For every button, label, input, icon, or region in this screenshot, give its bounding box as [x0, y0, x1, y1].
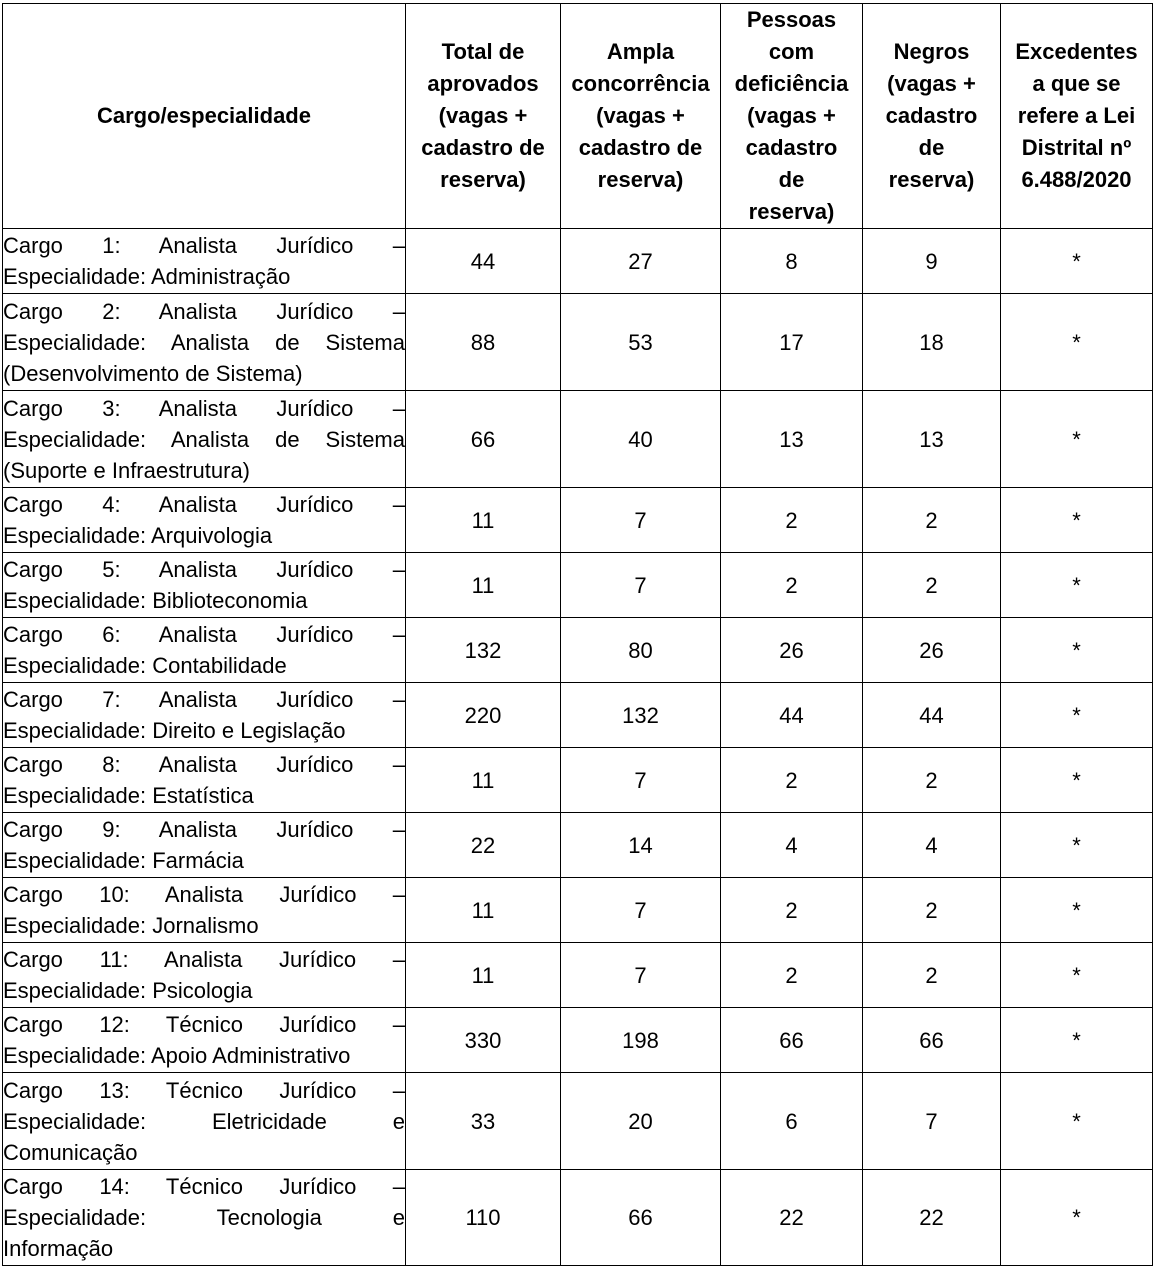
total-cell: 11	[406, 748, 561, 813]
excedentes-cell: *	[1001, 683, 1153, 748]
excedentes-cell: *	[1001, 1008, 1153, 1073]
cargo-cell: Cargo 8: Analista Jurídico – Especialidade: Estatística	[3, 748, 406, 813]
pcd-cell: 2	[721, 553, 863, 618]
ampla-cell: 27	[561, 229, 721, 294]
table-row	[3, 229, 1153, 294]
negros-cell: 2	[863, 878, 1001, 943]
cargo-cell: Cargo 12: Técnico Jurídico – Especialidade: Apoio Administrativo	[3, 1008, 406, 1073]
table-row	[3, 488, 1153, 553]
excedentes-cell: *	[1001, 294, 1153, 391]
table-row	[3, 813, 1153, 878]
table-row	[3, 943, 1153, 1008]
total-cell: 110	[406, 1170, 561, 1266]
total-cell: 132	[406, 618, 561, 683]
negros-cell: 2	[863, 748, 1001, 813]
pcd-cell: 4	[721, 813, 863, 878]
excedentes-cell: *	[1001, 229, 1153, 294]
total-cell: 22	[406, 813, 561, 878]
pcd-cell: 8	[721, 229, 863, 294]
negros-cell: 9	[863, 229, 1001, 294]
negros-cell: 4	[863, 813, 1001, 878]
excedentes-cell: *	[1001, 943, 1153, 1008]
ampla-cell: 198	[561, 1008, 721, 1073]
total-cell: 220	[406, 683, 561, 748]
cargo-cell: Cargo 3: Analista Jurídico – Especialidade: Analista de Sistema (Suporte e Infraestrutura)	[3, 391, 406, 488]
negros-cell: 2	[863, 553, 1001, 618]
pcd-cell: 2	[721, 488, 863, 553]
negros-cell: 66	[863, 1008, 1001, 1073]
pcd-cell: 17	[721, 294, 863, 391]
excedentes-cell: *	[1001, 1170, 1153, 1266]
ampla-cell: 7	[561, 488, 721, 553]
cargo-cell: Cargo 13: Técnico Jurídico – Especialidade: Eletricidade e Comunicação	[3, 1073, 406, 1170]
ampla-cell: 53	[561, 294, 721, 391]
header-total: Total de aprovados (vagas + cadastro de reserva)	[406, 4, 561, 229]
cargo-cell: Cargo 7: Analista Jurídico – Especialidade: Direito e Legislação	[3, 683, 406, 748]
ampla-cell: 40	[561, 391, 721, 488]
header-ampla: Ampla concorrência (vagas + cadastro de reserva)	[561, 4, 721, 229]
total-cell: 33	[406, 1073, 561, 1170]
pcd-cell: 2	[721, 878, 863, 943]
total-cell: 88	[406, 294, 561, 391]
pcd-cell: 22	[721, 1170, 863, 1266]
table-row	[3, 878, 1153, 943]
pcd-cell: 66	[721, 1008, 863, 1073]
header-negros: Negros (vagas + cadastro de reserva)	[863, 4, 1001, 229]
excedentes-cell: *	[1001, 813, 1153, 878]
total-cell: 44	[406, 229, 561, 294]
pcd-cell: 2	[721, 748, 863, 813]
cargo-cell: Cargo 11: Analista Jurídico – Especialidade: Psicologia	[3, 943, 406, 1008]
table-row	[3, 683, 1153, 748]
total-cell: 330	[406, 1008, 561, 1073]
excedentes-cell: *	[1001, 878, 1153, 943]
pcd-cell: 6	[721, 1073, 863, 1170]
excedentes-cell: *	[1001, 1073, 1153, 1170]
cargo-cell: Cargo 2: Analista Jurídico – Especialidade: Analista de Sistema (Desenvolvimento de Sistema)	[3, 294, 406, 391]
pcd-cell: 2	[721, 943, 863, 1008]
negros-cell: 2	[863, 488, 1001, 553]
cargo-cell: Cargo 4: Analista Jurídico – Especialidade: Arquivologia	[3, 488, 406, 553]
pcd-cell: 26	[721, 618, 863, 683]
ampla-cell: 7	[561, 878, 721, 943]
total-cell: 11	[406, 553, 561, 618]
total-cell: 11	[406, 488, 561, 553]
cargo-cell: Cargo 1: Analista Jurídico – Especialidade: Administração	[3, 229, 406, 294]
negros-cell: 13	[863, 391, 1001, 488]
excedentes-cell: *	[1001, 553, 1153, 618]
header-pcd: Pessoas com deficiência (vagas + cadastro de reserva)	[721, 4, 863, 229]
ampla-cell: 132	[561, 683, 721, 748]
cargo-cell: Cargo 14: Técnico Jurídico – Especialidade: Tecnologia e Informação	[3, 1170, 406, 1266]
excedentes-cell: *	[1001, 618, 1153, 683]
excedentes-cell: *	[1001, 748, 1153, 813]
cargo-cell: Cargo 10: Analista Jurídico – Especialidade: Jornalismo	[3, 878, 406, 943]
total-cell: 11	[406, 878, 561, 943]
ampla-cell: 14	[561, 813, 721, 878]
header-cargo: Cargo/especialidade	[3, 4, 406, 229]
table-row	[3, 553, 1153, 618]
header-excedentes: Excedentes a que se refere a Lei Distrital nº 6.488/2020	[1001, 4, 1153, 229]
excedentes-cell: *	[1001, 488, 1153, 553]
ampla-cell: 20	[561, 1073, 721, 1170]
negros-cell: 18	[863, 294, 1001, 391]
ampla-cell: 7	[561, 748, 721, 813]
table-row	[3, 618, 1153, 683]
vagas-table	[2, 3, 1153, 1266]
ampla-cell: 7	[561, 553, 721, 618]
excedentes-cell: *	[1001, 391, 1153, 488]
pcd-cell: 13	[721, 391, 863, 488]
negros-cell: 26	[863, 618, 1001, 683]
negros-cell: 7	[863, 1073, 1001, 1170]
negros-cell: 2	[863, 943, 1001, 1008]
table-row	[3, 1008, 1153, 1073]
table-row	[3, 1170, 1153, 1266]
cargo-cell: Cargo 9: Analista Jurídico – Especialidade: Farmácia	[3, 813, 406, 878]
ampla-cell: 7	[561, 943, 721, 1008]
table-row	[3, 1073, 1153, 1170]
pcd-cell: 44	[721, 683, 863, 748]
negros-cell: 44	[863, 683, 1001, 748]
header-row	[3, 4, 1153, 229]
total-cell: 66	[406, 391, 561, 488]
cargo-cell: Cargo 6: Analista Jurídico – Especialidade: Contabilidade	[3, 618, 406, 683]
table-row	[3, 294, 1153, 391]
ampla-cell: 80	[561, 618, 721, 683]
negros-cell: 22	[863, 1170, 1001, 1266]
cargo-cell: Cargo 5: Analista Jurídico – Especialidade: Biblioteconomia	[3, 553, 406, 618]
total-cell: 11	[406, 943, 561, 1008]
table-row	[3, 391, 1153, 488]
ampla-cell: 66	[561, 1170, 721, 1266]
table-row	[3, 748, 1153, 813]
